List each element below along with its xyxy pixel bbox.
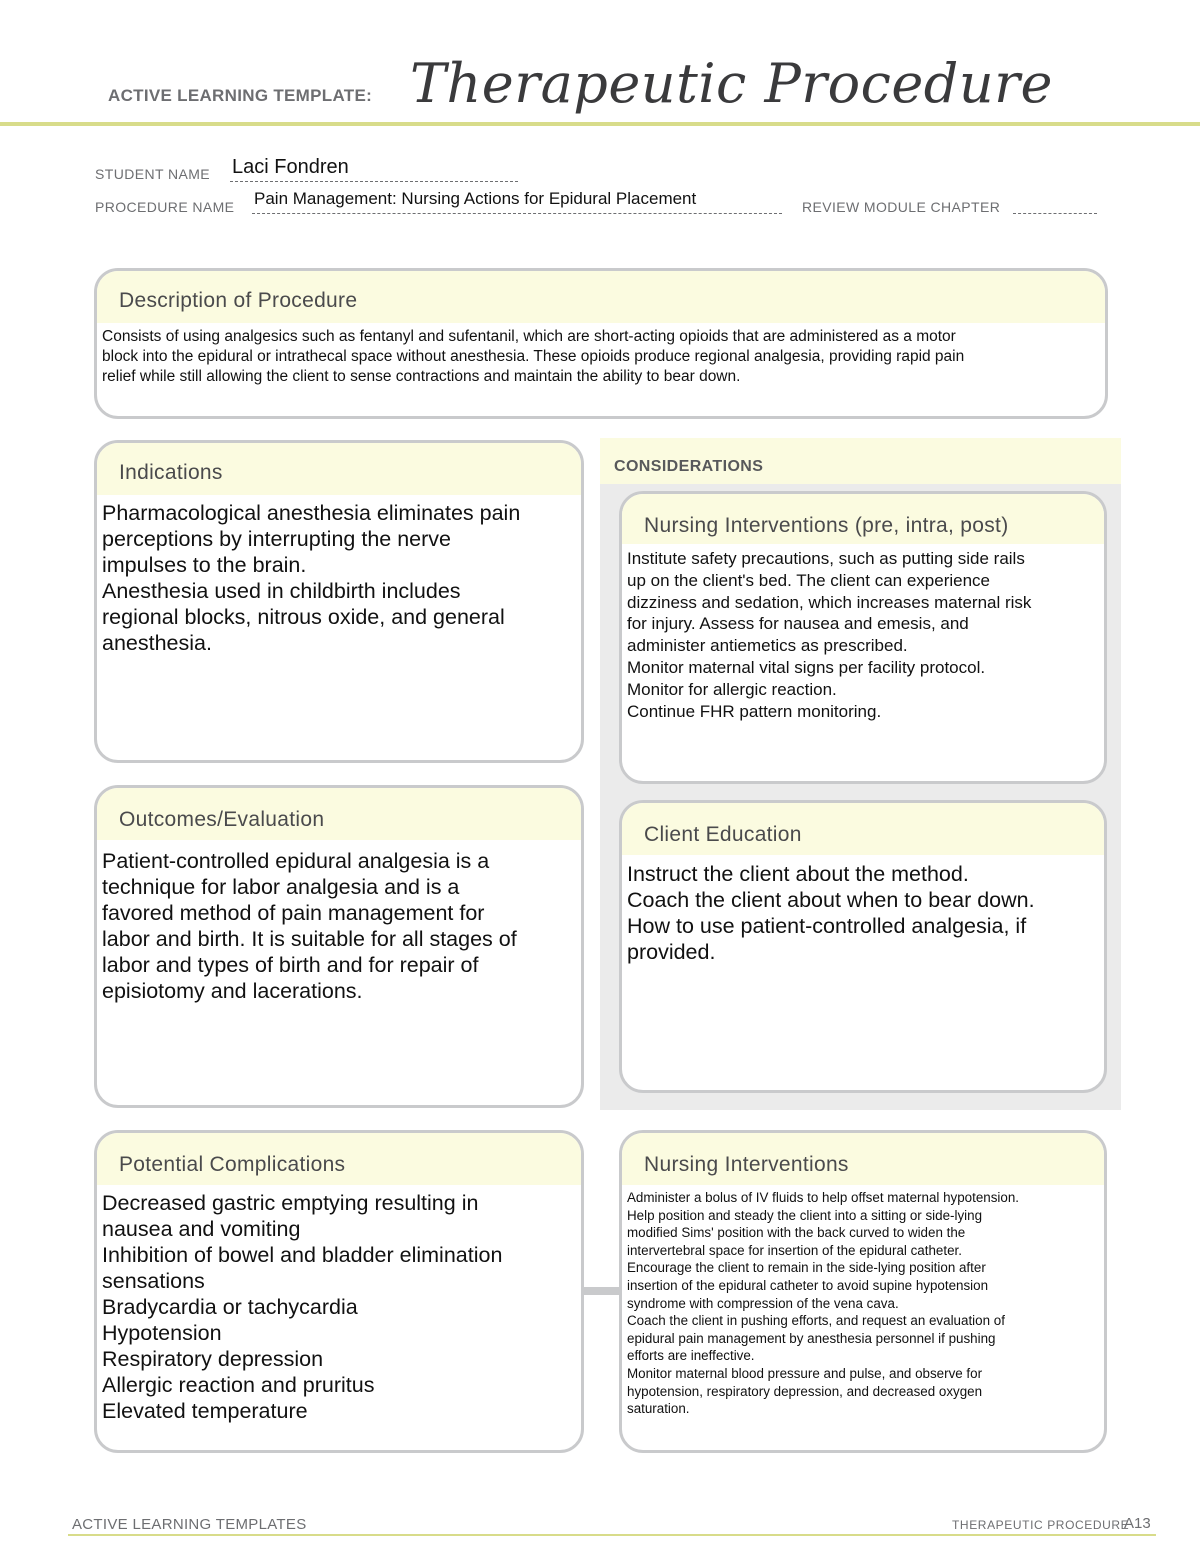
client-education-title: Client Education (622, 803, 1104, 855)
nursing-pre-line: Institute safety precautions, such as putting side rails (627, 549, 1025, 568)
nursing-pre-line: dizziness and sedation, which increases maternal risk (627, 592, 1032, 612)
outcomes-box (94, 785, 584, 1108)
nursing-pre-line: Monitor maternal vital signs per facility protocol. (627, 657, 986, 677)
nursing-interventions-line: intervertebral space for insertion of the epidural catheter. (627, 1242, 962, 1258)
nursing-pre-line: Continue FHR pattern monitoring. (627, 701, 882, 721)
description-line: relief while still allowing the client to sense contractions and maintain the ability to bear down. (102, 368, 741, 385)
nursing-interventions-box (619, 1130, 1107, 1453)
template-label: ACTIVE LEARNING TEMPLATE: (108, 86, 373, 105)
complications-line: Respiratory depression (102, 1347, 324, 1371)
nursing-interventions-line: efforts are ineffective. (627, 1348, 755, 1364)
footer-right-label: THERAPEUTIC PROCEDURE (952, 1518, 1130, 1532)
description-box (94, 268, 1108, 419)
indications-line: impulses to the brain. (102, 553, 307, 577)
review-module-label: REVIEW MODULE CHAPTER (802, 199, 1001, 215)
nursing-pre-title: Nursing Interventions (pre, intra, post) (622, 494, 1104, 544)
student-name-line (230, 181, 518, 182)
nursing-interventions-line: insertion of the epidural catheter to avoid supine hypotension (627, 1277, 989, 1293)
review-module-line (1013, 213, 1097, 214)
outcomes-line: episiotomy and lacerations. (102, 979, 363, 1003)
complications-line: sensations (102, 1269, 205, 1293)
complications-line: Hypotension (102, 1321, 222, 1345)
client-education-text[interactable] (622, 855, 1104, 965)
nursing-interventions-title: Nursing Interventions (622, 1133, 1104, 1185)
complications-line: Decreased gastric emptying resulting in (102, 1191, 479, 1215)
indications-box (94, 440, 584, 763)
indications-line: Anesthesia used in childbirth includes (102, 579, 461, 603)
nursing-interventions-line: epidural pain management by anesthesia personnel if pushing (627, 1330, 996, 1346)
description-line: Consists of using analgesics such as fentanyl and sufentanil, which are short-acting opioids that are administered as a motor (102, 328, 956, 345)
outcomes-line: labor and birth. It is suitable for all stages of (102, 927, 517, 951)
box-connector (583, 1287, 621, 1295)
indications-title: Indications (97, 443, 581, 495)
procedure-name-line (252, 213, 782, 214)
client-education-box (619, 800, 1107, 1093)
header-divider (0, 122, 1200, 126)
nursing-interventions-line: Help position and steady the client into a sitting or side-lying (627, 1207, 983, 1223)
indications-line: Pharmacological anesthesia eliminates pain (102, 501, 521, 525)
nursing-interventions-line: Encourage the client to remain in the side-lying position after (627, 1260, 986, 1276)
nursing-pre-line: Monitor for allergic reaction. (627, 679, 837, 699)
nursing-interventions-line: saturation. (627, 1401, 690, 1417)
nursing-interventions-text[interactable] (622, 1185, 1104, 1418)
complications-line: Bradycardia or tachycardia (102, 1295, 358, 1319)
outcomes-line: favored method of pain management for (102, 901, 485, 925)
complications-line: Elevated temperature (102, 1399, 308, 1423)
student-name-field[interactable]: Laci Fondren (232, 156, 349, 178)
footer-divider (68, 1534, 1156, 1536)
procedure-name-field[interactable]: Pain Management: Nursing Actions for Epidural Placement (254, 189, 697, 208)
nursing-interventions-line: Coach the client in pushing efforts, and request an evaluation of (627, 1313, 1005, 1329)
description-line: block into the epidural or intrathecal space without anesthesia. These opioids produce regional analgesia, providing rapid pain (102, 348, 965, 365)
client-education-line: How to use patient-controlled analgesia, if (627, 914, 1027, 938)
outcomes-line: technique for labor analgesia and is a (102, 875, 460, 899)
nursing-interventions-line: Monitor maternal blood pressure and pulse, and observe for (627, 1365, 983, 1381)
outcomes-line: labor and types of birth and for repair of (102, 953, 479, 977)
nursing-pre-line: for injury. Assess for nausea and emesis, and (627, 614, 969, 634)
complications-line: Inhibition of bowel and bladder elimination (102, 1243, 503, 1267)
complications-line: Allergic reaction and pruritus (102, 1373, 375, 1397)
outcomes-line: Patient-controlled epidural analgesia is a (102, 849, 490, 873)
page-number: A13 (1124, 1515, 1151, 1532)
considerations-title: CONSIDERATIONS (614, 458, 764, 475)
nursing-interventions-line: modified Sims' position with the back curved to widen the (627, 1225, 966, 1241)
nursing-pre-text[interactable] (622, 544, 1104, 722)
nursing-pre-line: up on the client's bed. The client can experience (627, 570, 991, 590)
indications-line: regional blocks, nitrous oxide, and general (102, 605, 505, 629)
client-education-line: Instruct the client about the method. (627, 862, 969, 886)
nursing-interventions-line: syndrome with compression of the vena cava. (627, 1295, 899, 1311)
indications-text[interactable] (97, 495, 581, 656)
nursing-interventions-line: Administer a bolus of IV fluids to help offset maternal hypotension. (627, 1190, 1020, 1205)
nursing-pre-line: administer antiemetics as prescribed. (627, 636, 908, 656)
procedure-name-label: PROCEDURE NAME (95, 199, 235, 215)
template-title: Therapeutic Procedure (410, 52, 1053, 115)
outcomes-title: Outcomes/Evaluation (97, 788, 581, 840)
nursing-pre-box (619, 491, 1107, 784)
indications-line: anesthesia. (102, 631, 212, 655)
complications-text[interactable] (97, 1185, 581, 1424)
indications-line: perceptions by interrupting the nerve (102, 527, 451, 551)
outcomes-text[interactable] (97, 840, 581, 1004)
client-education-line: Coach the client about when to bear down. (627, 888, 1035, 912)
description-title: Description of Procedure (97, 271, 1105, 323)
complications-title: Potential Complications (97, 1133, 581, 1185)
complications-box (94, 1130, 584, 1453)
nursing-interventions-line: hypotension, respiratory depression, and decreased oxygen (627, 1383, 983, 1399)
description-text[interactable] (97, 323, 1105, 387)
student-name-label: STUDENT NAME (95, 166, 210, 182)
footer-left-label: ACTIVE LEARNING TEMPLATES (72, 1516, 307, 1533)
complications-line: nausea and vomiting (102, 1217, 301, 1241)
client-education-line: provided. (627, 940, 716, 964)
